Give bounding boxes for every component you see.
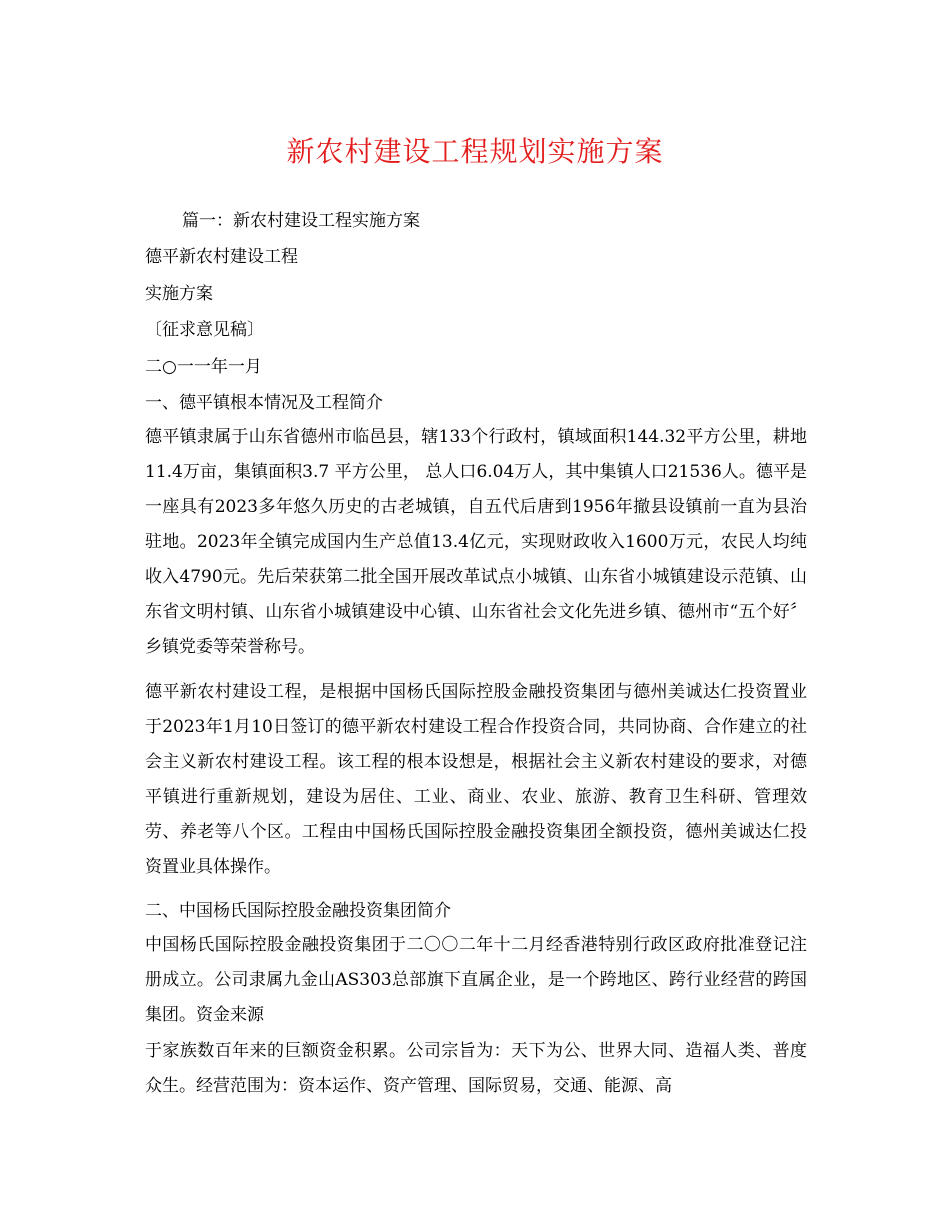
section-2-heading: 二、中国杨氏国际控股金融投资集团简介 — [145, 901, 451, 921]
project-name: 德平新农村建设工程 — [145, 247, 298, 267]
draft-note: 〔征求意见稿〕 — [145, 320, 264, 340]
section-1-heading: 一、德平镇根本情况及工程简介 — [145, 393, 383, 413]
section-2-paragraph-2: 于家族数百年来的巨额资金积累。公司宗旨为：天下为公、世界大同、造福人类、普度众生。经营范围为：资本运作、资产管理、国际贸易，交通、能源、高 — [145, 1041, 807, 1096]
document-subtitle: 篇一：新农村建设工程实施方案 — [182, 211, 420, 231]
document-title: 新农村建设工程规划实施方案 — [286, 135, 664, 168]
document-date: 二○一一年一月 — [145, 357, 262, 377]
section-1-paragraph-1: 德平镇隶属于山东省德州市临邑县，辖133个行政村，镇域面积144.32平方公里，耕地11.4万亩，集镇面积3.7 平方公里， 总人口6.04万人，其中集镇人口21536人。德平是一座具有2023多年悠久历史的古老城镇，自五代后唐到1956年撤县设镇前一直为县治驻地。2023年全镇完成国内生产总值13.4亿元，实现财政收入1600万元，农民人均纯收入4790元。先后荣获第二批全国开展改革试点小城镇、山东省小城镇建设示范镇、山东省文明村镇、山东省小城镇建设中心镇、山东省社会文化先进乡镇、德州市“五个好〞乡镇党委等荣誉称号。 — [145, 427, 807, 657]
document-type: 实施方案 — [145, 284, 213, 304]
section-1-paragraph-2: 德平新农村建设工程，是根据中国杨氏国际控股金融投资集团与德州美诚达仁投资置业于2023年1月10日签订的德平新农村建设工程合作投资合同，共同协商、合作建立的社会主义新农村建设工程。该工程的根本设想是，根据社会主义新农村建设的要求，对德平镇进行重新规划，建设为居住、工业、商业、农业、旅游、教育卫生科研、管理效劳、养老等八个区。工程由中国杨氏国际控股金融投资集团全额投资，德州美诚达仁投资置业具体操作。 — [145, 682, 807, 877]
section-2-paragraph-1: 中国杨氏国际控股金融投资集团于二〇〇二年十二月经香港特别行政区政府批准登记注册成立。公司隶属九金山AS303总部旗下直属企业，是一个跨地区、跨行业经营的跨国集团。资金来源 — [145, 935, 807, 1025]
